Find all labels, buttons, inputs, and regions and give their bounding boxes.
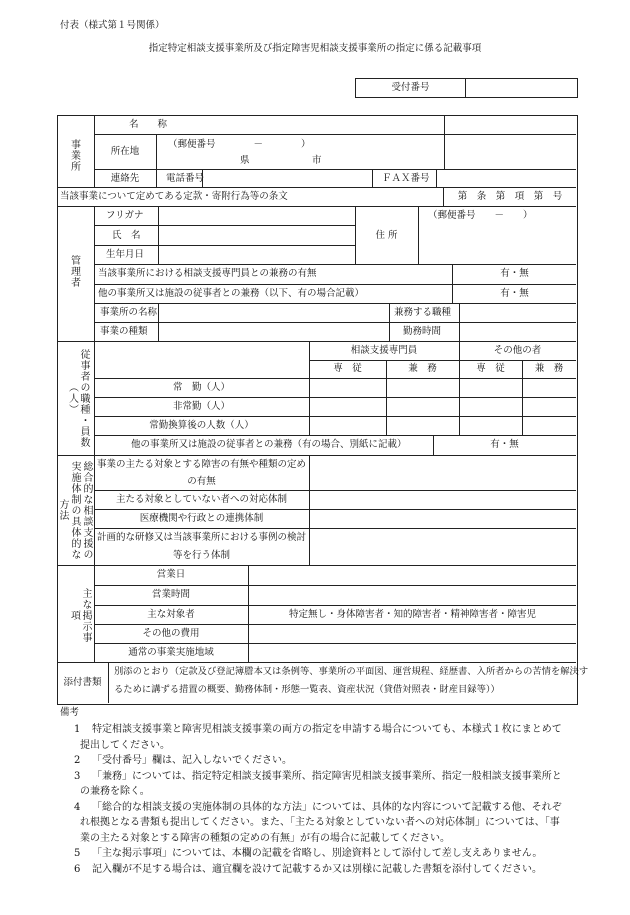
office-phone-field[interactable] xyxy=(203,170,371,187)
manager-address-label: 住 所 xyxy=(375,230,398,241)
remark-item xyxy=(60,800,580,847)
support-item2: 主たる対象としていない者への対応体制 xyxy=(115,494,287,505)
support-item3: 医療機関や行政との連携体制 xyxy=(139,513,264,524)
remark-text: 特定相談支援事業と障害児相談支援事業の両方の指定を申請する場合についても、本様式１枚にまとめて xyxy=(92,724,562,735)
other-fulltime-header: 専 従 xyxy=(476,363,505,374)
support-item1-line2: の有無 xyxy=(187,476,216,487)
manager-name-label: 氏 名 xyxy=(112,230,141,241)
working-hours-label: 勤務時間 xyxy=(403,326,442,337)
concurrent-post-label: 兼務する職種 xyxy=(394,307,452,318)
support-section-label: 総合的な相談支援の実施体制の具体的な方法 xyxy=(57,460,92,560)
remark-text-cont: 提出してください。 xyxy=(80,739,170,751)
remark-number: 3 xyxy=(74,770,81,782)
receipt-label: 受付番号 xyxy=(391,82,430,93)
remark-item xyxy=(60,722,580,753)
office-postal-code[interactable]: （郵便番号 － ） xyxy=(168,139,311,150)
staff-other-concurrent-label: 他の事業所又は施設の従事者との兼務（有の場合、別紙に記載） xyxy=(131,439,407,450)
specialist-fulltime-header: 専 従 xyxy=(333,363,362,374)
remark-text: 「総合的な相談支援の実施体制の具体的な方法」については、具体的な内容について記載する他、それぞ xyxy=(92,801,562,813)
manager-birth-label: 生年月日 xyxy=(106,249,145,260)
staff-other-header: その他の者 xyxy=(493,345,542,356)
articles-label: 当該事業について定めてある定款・寄附行為等の条文 xyxy=(60,191,288,202)
manager-postal-code[interactable]: （郵便番号 － ） xyxy=(428,210,533,221)
concurrent-specialist-label: 当該事業所における相談支援専門員との兼務の有無 xyxy=(98,268,317,279)
concurrent-other-value[interactable]: 有・無 xyxy=(500,288,529,299)
remark-number: 6 xyxy=(74,863,81,875)
notice-target-value[interactable]: 特定無し・身体障害者・知的障害者・精神障害者・障害児 xyxy=(288,609,536,620)
staff-converted-label: 常勤換算後の人数（人） xyxy=(149,420,254,431)
office-section-label: 事業所 xyxy=(68,138,80,172)
office-city-label: 市 xyxy=(312,155,322,166)
remark-item xyxy=(60,862,580,878)
receipt-number-field[interactable] xyxy=(466,79,577,97)
notice-hours-label: 営業時間 xyxy=(151,589,190,600)
remark-text-cont: れ根拠となる書類も提出してください。また、「主たる対象としていない者への対応体制」については、「事 xyxy=(80,817,560,828)
notice-target-label: 主な対象者 xyxy=(147,609,195,620)
office-contact-label: 連絡先 xyxy=(110,173,140,184)
remark-item xyxy=(60,769,580,800)
remark-item xyxy=(60,753,580,769)
staff-nonregular-label: 非常勤（人） xyxy=(172,401,230,412)
office-name-field[interactable] xyxy=(203,116,443,134)
remark-text: 「主な掲示事項」については、本欄の記載を省略し、別途資料として添付して差し支えありません。 xyxy=(92,848,543,859)
specialist-parttime-header: 兼 務 xyxy=(408,363,437,374)
other-parttime-header: 兼 務 xyxy=(534,363,564,374)
attachments-line1: 別添のとおり（定款及び登記簿謄本又は条例等、事業所の平面図、運営規程、経歴書、入所者からの苦情を解決す xyxy=(114,666,589,677)
remark-text: 記入欄が不足する場合は、適宜欄を設けて記載するか又は別様に記載した書類を添付してください。 xyxy=(92,863,542,875)
notice-days-label: 営業日 xyxy=(156,569,186,580)
remark-text: 「受付番号」欄は、記入しないでください。 xyxy=(92,755,292,766)
staff-regular-label: 常 勤（人） xyxy=(172,382,230,393)
office-address-label: 所在地 xyxy=(110,146,140,157)
staff-specialist-header: 相談支援専門員 xyxy=(350,345,418,356)
remark-item xyxy=(60,846,580,862)
support-item4-line1: 計画的な研修又は当該事業所における事例の検討 xyxy=(96,532,306,543)
attachments-line2: るために講ずる措置の概要、勤務体制・形態一覧表、資産状況（貸借対照表・財産目録等）） xyxy=(114,684,500,695)
form-title: 指定特定相談支援事業所及び指定障害児相談支援事業所の指定に係る記載事項 xyxy=(148,43,482,54)
remark-text-cont: の兼務を除く。 xyxy=(80,786,150,797)
notice-section-label: 主な掲示事項 xyxy=(68,587,91,643)
office-name-label: 名 称 xyxy=(128,119,167,130)
remarks-title: 備考 xyxy=(60,707,80,718)
annex-label: 付表（様式第１号関係） xyxy=(60,20,165,31)
business-type-label: 事業の種類 xyxy=(100,326,148,337)
office-fax-field[interactable] xyxy=(437,170,575,187)
remark-number: 5 xyxy=(74,848,81,859)
staff-section-label: 従事者の職種・員数（人） xyxy=(66,348,89,448)
support-item1-line1: 事業の主たる対象とする障害の有無や種類の定め xyxy=(96,459,306,470)
notice-area-label: 通常の事業実施地域 xyxy=(128,647,214,658)
receipt-box xyxy=(355,78,578,98)
articles-value[interactable]: 第 条 第 項 第 号 xyxy=(457,191,563,202)
staff-other-concurrent-value[interactable]: 有・無 xyxy=(490,439,519,450)
support-item4-line2: 等を行う体制 xyxy=(172,550,230,561)
remark-text: 「兼務」については、指定特定相談支援事業所、指定障害児相談支援事業所、指定一般相談支援事業所と xyxy=(92,770,562,782)
concurrent-other-label: 他の事業所又は施設の従事者との兼務（以下、有の場合記載） xyxy=(98,288,365,299)
attachments-label: 添付書類 xyxy=(63,677,102,688)
office-fax-label: ＦＡＸ番号 xyxy=(382,173,430,184)
office-phone-label: 電話番号 xyxy=(166,173,205,184)
concurrent-office-name-label: 事業所の名称 xyxy=(100,307,158,318)
remark-number: 4 xyxy=(74,801,81,813)
remark-text-cont: 業の主たる対象とする障害の種類の定めの有無」が有の場合に記載してください。 xyxy=(80,832,450,844)
manager-name-field[interactable] xyxy=(159,207,354,263)
office-prefecture-label: 県 xyxy=(240,155,250,166)
concurrent-specialist-value[interactable]: 有・無 xyxy=(500,268,529,279)
remark-number: 1 xyxy=(74,724,81,735)
remarks-list xyxy=(60,722,580,877)
remark-number: 2 xyxy=(74,755,81,766)
notice-fees-label: その他の費用 xyxy=(142,628,200,639)
manager-section-label: 管理者 xyxy=(68,254,80,288)
manager-furigana-label: フリガナ xyxy=(106,210,144,221)
